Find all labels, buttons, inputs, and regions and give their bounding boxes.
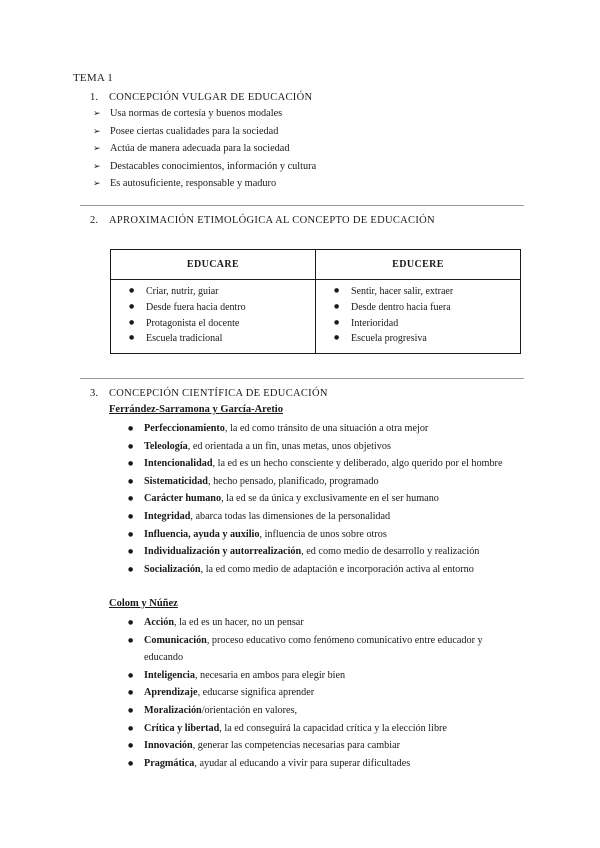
list-item: ● Desde dentro hacia fuera: [334, 300, 520, 316]
list-item: ● Individualización y autorrealización, ed como medio de desarrollo y realización: [128, 543, 524, 561]
list-item: ● Perfeccionamiento, la ed como tránsito de una situación a otra mejor: [128, 420, 524, 438]
list-item: ● Desde fuera hacia dentro: [129, 300, 315, 316]
list-item: ● Escuela tradicional: [129, 331, 315, 347]
list-item: ● Escuela progresiva: [334, 331, 520, 347]
section-3-number: 3.: [90, 388, 99, 399]
divider: [80, 205, 524, 206]
section-3-title: CONCEPCIÓN CIENTÍFICA DE EDUCACIÓN: [109, 388, 328, 399]
author-heading-1: Ferrández-Sarramona y García-Aretio: [109, 404, 283, 415]
educare-header: EDUCARE: [111, 250, 316, 280]
etymology-table: [110, 249, 521, 354]
list-item: ● Integridad, abarca todas las dimensiones de la personalidad: [128, 508, 524, 526]
divider: [80, 378, 524, 379]
list-item: ● Carácter humano, la ed se da única y exclusivamente en el ser humano: [128, 490, 524, 508]
arrow-bullet-icon: ➢: [93, 144, 101, 155]
arrow-bullet-icon: ➢: [93, 161, 101, 172]
list-item: ➢ Es autosuficiente, responsable y maduro: [93, 175, 316, 193]
list-item: ● Criar, nutrir, guiar: [129, 284, 315, 300]
list-item: ➢ Destacables conocimientos, información y cultura: [93, 158, 316, 176]
list-item: ➢ Usa normas de cortesía y buenos modales: [93, 105, 316, 123]
section-1-number: 1.: [90, 92, 99, 103]
list-item: ➢ Posee ciertas cualidades para la sociedad: [93, 123, 316, 141]
educere-cell: [316, 280, 521, 354]
list-item: ● Intencionalidad, la ed es un hecho consciente y deliberado, algo querido por el hombre: [128, 455, 524, 473]
author-heading-2: Colom y Núñez: [109, 598, 178, 609]
section-2-number: 2.: [90, 215, 99, 226]
list-item: ● Pragmática, ayudar al educando a vivir para superar dificultades: [128, 755, 524, 773]
section-1-heading: [90, 92, 312, 103]
group-2-list: [128, 614, 524, 772]
arrow-bullet-icon: ➢: [93, 109, 101, 119]
educare-cell: [111, 280, 316, 354]
topic-title: TEMA 1: [73, 72, 114, 84]
list-item: ● Innovación, generar las competencias necesarias para cambiar: [128, 737, 524, 755]
list-item: ● Interioridad: [334, 316, 520, 332]
arrow-bullet-icon: ➢: [93, 179, 101, 190]
arrow-bullet-icon: ➢: [93, 126, 101, 137]
section-2-heading: [90, 215, 435, 226]
list-item: ● Sistematicidad, hecho pensado, planificado, programado: [128, 473, 524, 491]
section-1-title: CONCEPCIÓN VULGAR DE EDUCACIÓN: [109, 92, 313, 103]
list-item: ➢ Actúa de manera adecuada para la sociedad: [93, 140, 316, 158]
list-item: ● Aprendizaje, educarse significa aprender: [128, 684, 524, 702]
list-item: ● Comunicación, proceso educativo como fenómeno comunicativo entre educador y educando: [128, 632, 524, 667]
group-1-list: [128, 420, 524, 578]
list-item: ● Crítica y libertad, la ed conseguirá la capacidad crítica y la elección libre: [128, 720, 524, 738]
list-item: ● Protagonista el docente: [129, 316, 315, 332]
list-item: ● Influencia, ayuda y auxilio, influencia de unos sobre otros: [128, 526, 524, 544]
list-item: ● Moralización/orientación en valores,: [128, 702, 524, 720]
section-3-heading: [90, 388, 328, 399]
list-item: ● Teleología, ed orientada a un fin, unas metas, unos objetivos: [128, 438, 524, 456]
section-1-list: [93, 105, 316, 193]
list-item: ● Acción, la ed es un hacer, no un pensar: [128, 614, 524, 632]
section-2-title: APROXIMACIÓN ETIMOLÓGICA AL CONCEPTO DE EDUCACIÓN: [109, 215, 435, 226]
educere-header: EDUCERE: [316, 250, 521, 280]
list-item: ● Sentir, hacer salir, extraer: [334, 284, 520, 300]
list-item: ● Inteligencia, necesaria en ambos para elegir bien: [128, 667, 524, 685]
list-item: ● Socialización, la ed como medio de adaptación e incorporación activa al entorno: [128, 561, 524, 579]
